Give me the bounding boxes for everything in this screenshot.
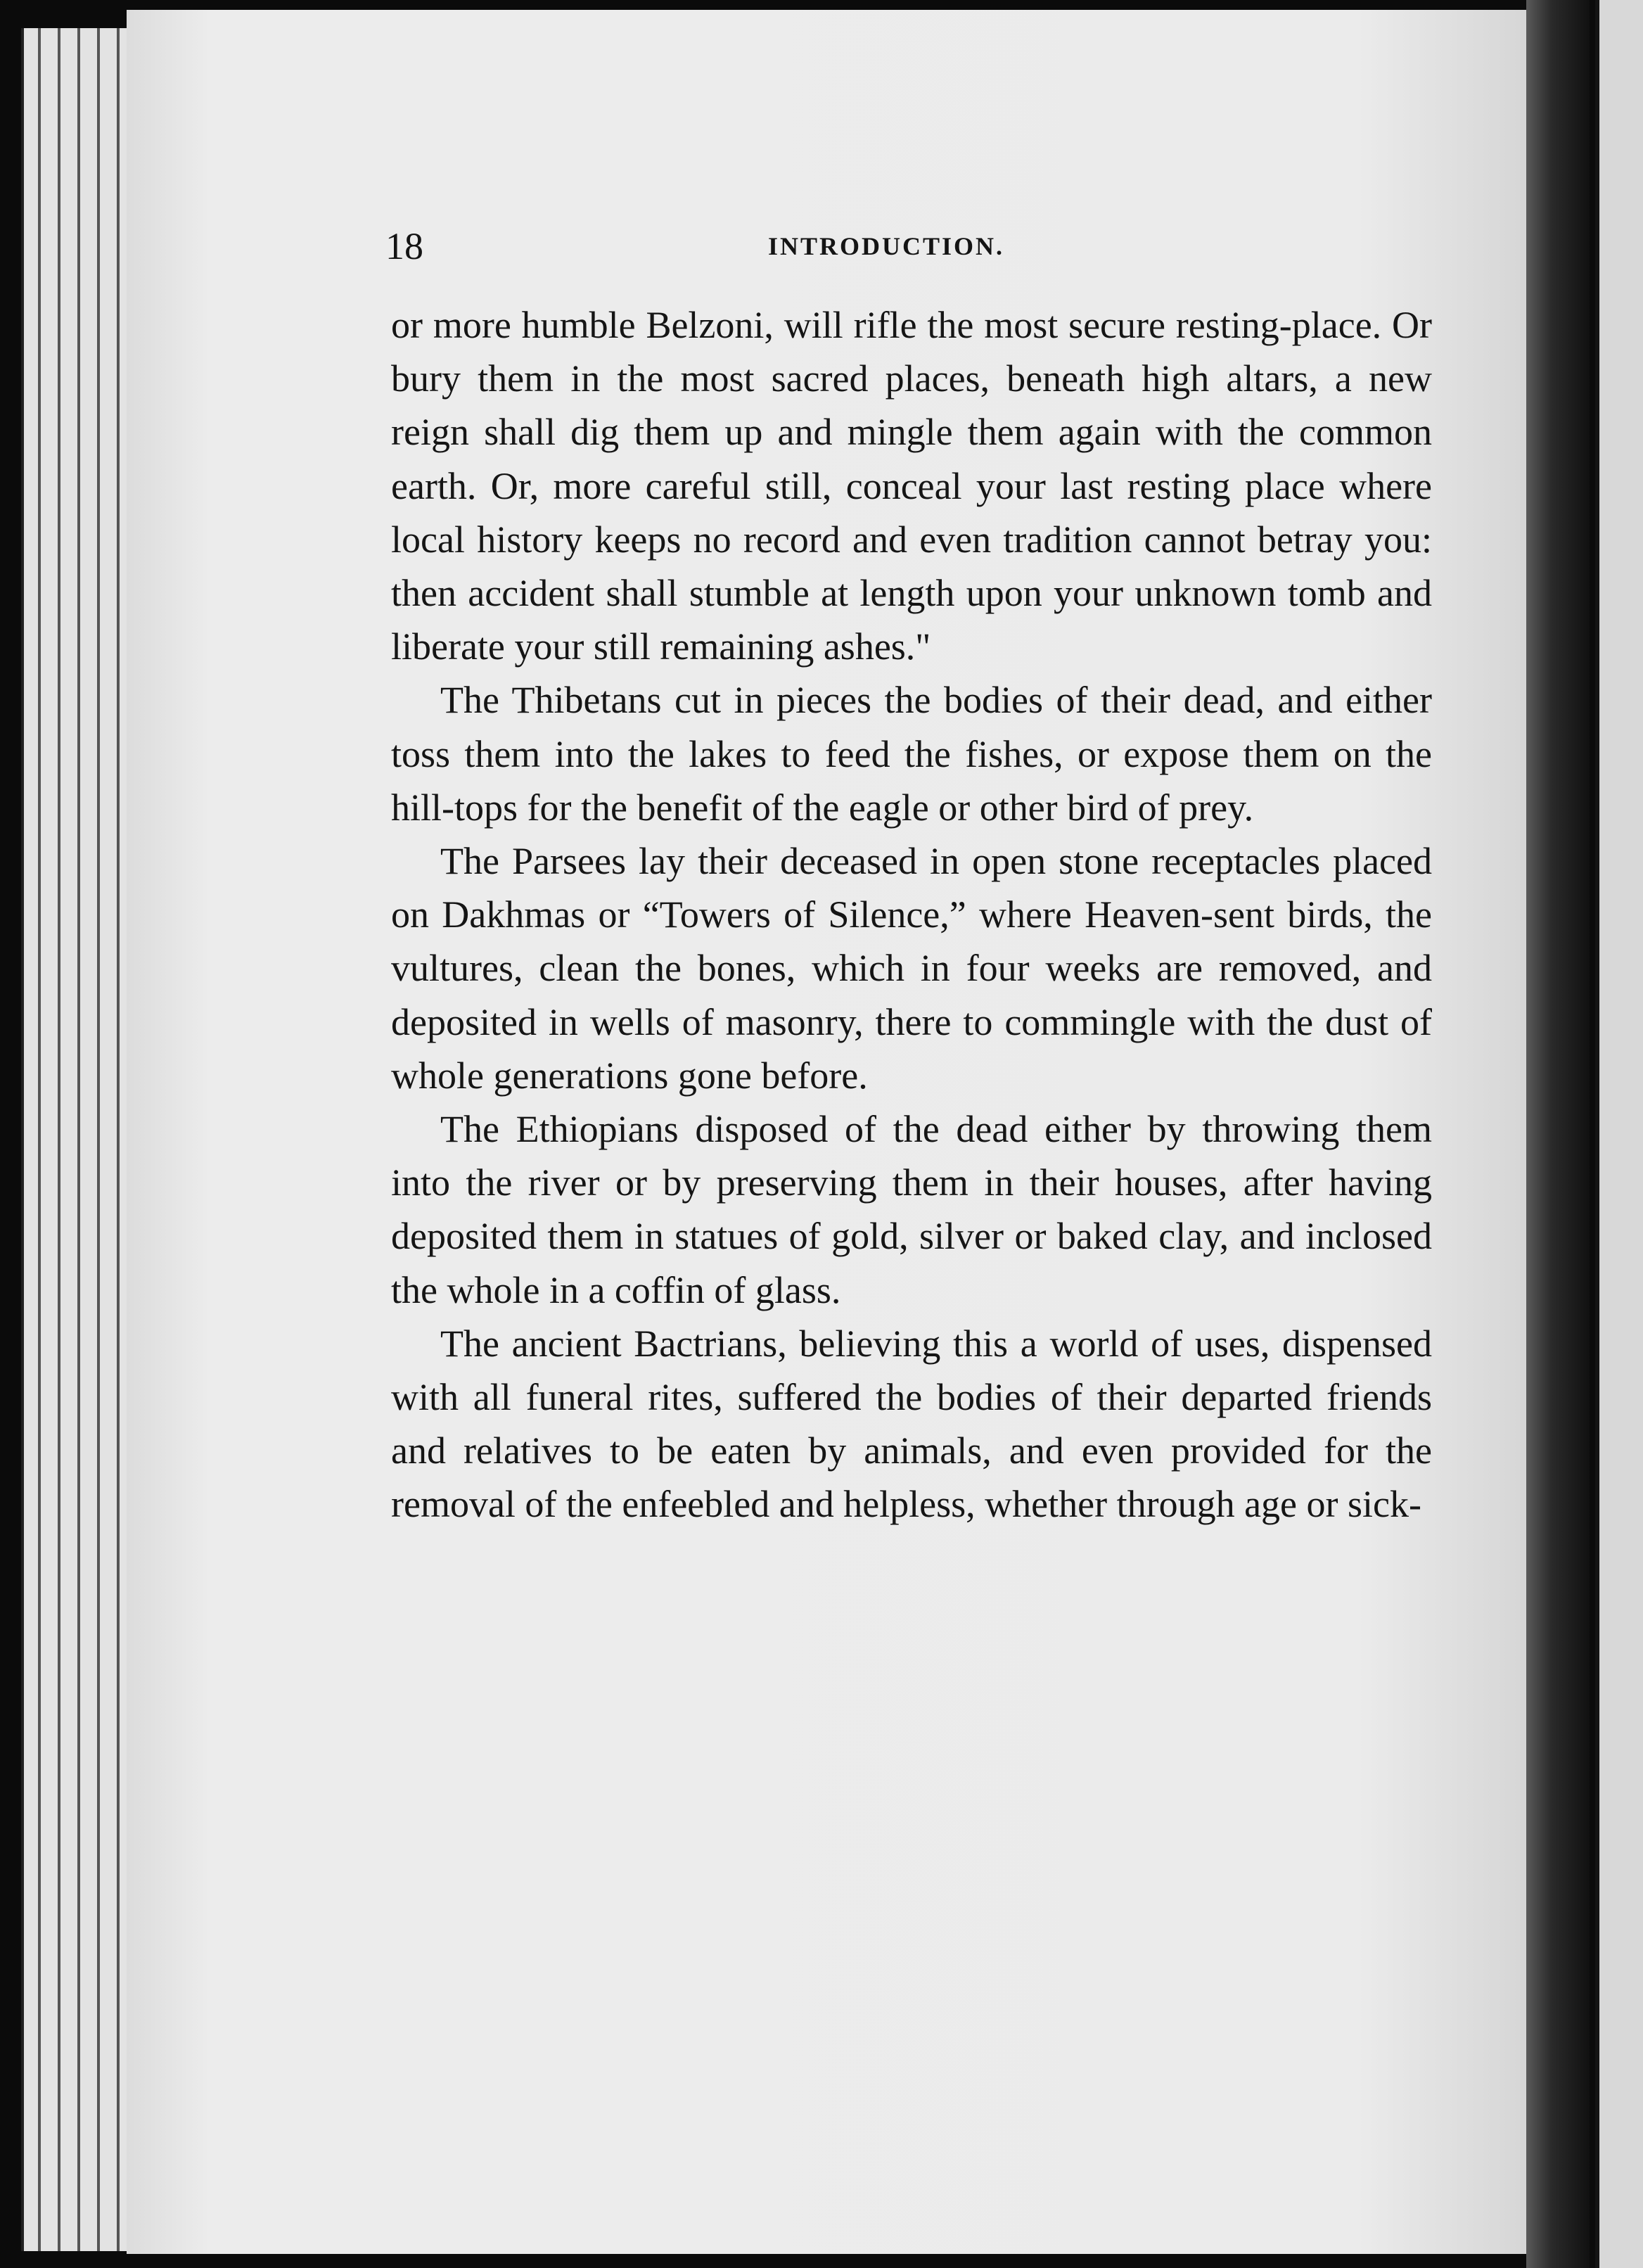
stacked-page-edges: [21, 28, 136, 2251]
running-head-title: INTRODUCTION.: [768, 232, 1005, 260]
page-edge-line: [77, 28, 80, 2251]
page-edge-line: [58, 28, 60, 2251]
page-edge-line: [38, 28, 41, 2251]
running-head: [385, 218, 1433, 274]
paragraph-parsees: The Parsees lay their deceased in open stone receptacles placed on Dakhmas or “Towers of Silence,” where Heaven-sent birds, the vultures, clean the bones, which in four weeks are removed, and deposited in wells of masonry, there to commingle with the dust of whole generations gone before.: [391, 840, 1432, 1097]
paragraph-bactrians: The ancient Bactrians, believing this a world of uses, dispensed with all funeral rites, suffered the bodies of their departed friends and relatives to be eaten by animals, and even provided for the removal of the enfeebled and helpless, whether through age or sick-: [391, 1322, 1432, 1526]
binding-gutter-shadow: [1526, 0, 1590, 2268]
paragraph-ethiopians: The Ethiopians disposed of the dead either by throwing them into the river or by preserving them in their houses, after having deposited them in statues of gold, silver or baked clay, and inclosed the whole in a coffin of glass.: [391, 1108, 1432, 1311]
facing-page-edge: [1595, 0, 1643, 2268]
paragraph-thibetans: The Thibetans cut in pieces the bodies of their dead, and either toss them into the lakes to feed the fishes, or expose them on the hill-tops for the benefit of the eagle or other bird of prey.: [391, 679, 1432, 829]
page-edge-line: [117, 28, 120, 2251]
paragraph-continued: or more humble Belzoni, will rifle the most secure resting-place. Or bury them in the most sacred places, beneath high altars, a new reign shall dig them up and mingle them again with the common earth. Or, more careful still, conceal your last resting place where local history keeps no record and even tradition cannot betray you: then accident shall stumble at length upon your unknown tomb and liberate your still remaining ashes.": [391, 304, 1432, 668]
body-text: [391, 298, 1432, 1531]
page-number: 18: [385, 225, 423, 267]
page-edge-line: [97, 28, 100, 2251]
